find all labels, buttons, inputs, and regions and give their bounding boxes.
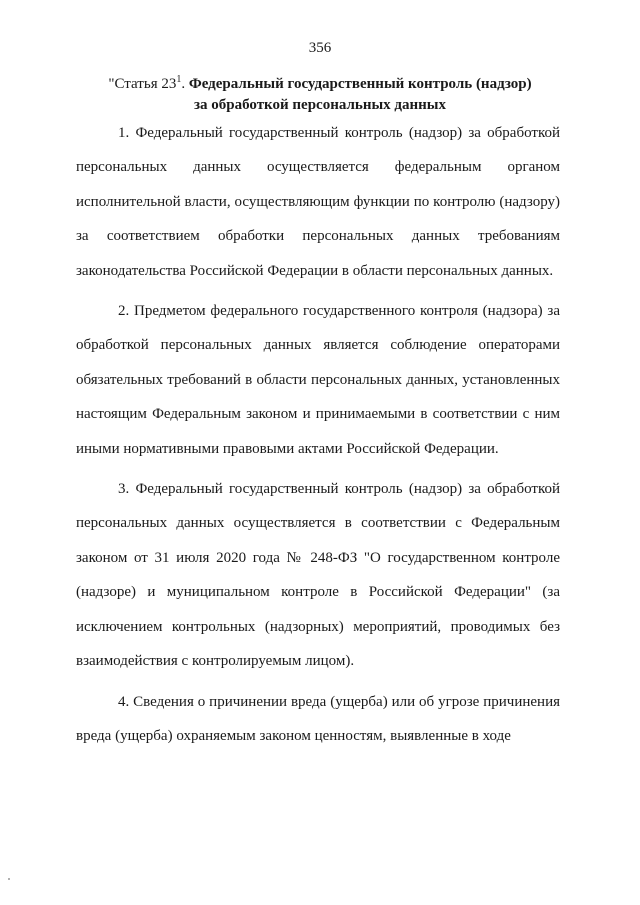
article-number-dot: . [181, 76, 186, 92]
page-number: 356 [308, 40, 332, 56]
paragraph-2: 2. Предметом федерального государственного контроля (надзора) за обработкой персональных данных является соблюдение операторами обязательных требований в области персональных данных, установленных настоящим Федеральным законом и принимаемыми в соответствии с ним иными нормативными правовыми актами Российской Федерации. [76, 303, 560, 457]
article-title-line-1: Федеральный государственный контроль (надзор) [188, 76, 532, 92]
article-number: "Статья 23 [108, 76, 177, 92]
paragraph-3: 3. Федеральный государственный контроль (надзор) за обработкой персональных данных осуществляется в соответствии с Федеральным законом от 31 июля 2020 года № 248-ФЗ "О государственном контроле (надзоре) и муниципальном контроле в Российской Федерации" (за исключением контрольных (надзорных) мероприятий, проводимых без взаимодействия с контролируемым лицом). [76, 481, 560, 670]
paragraph-4: 4. Сведения о причинении вреда (ущерба) или об угрозе причинения вреда (ущерба) охраняемым законом ценностям, выявленные в ходе [76, 693, 560, 744]
article-title-line-2: за обработкой персональных данных [193, 97, 447, 113]
article-body [76, 116, 560, 753]
scan-speck [8, 878, 10, 880]
article-heading [60, 74, 580, 116]
paragraph-1: 1. Федеральный государственный контроль (надзор) за обработкой персональных данных осуществляется федеральным органом исполнительной власти, осуществляющим функции по контролю (надзору) за соответствием обработки персональных данных требованиям законодательства Российской Федерации в области персональных данных. [76, 125, 560, 279]
article-number-superscript: 1 [176, 74, 182, 85]
